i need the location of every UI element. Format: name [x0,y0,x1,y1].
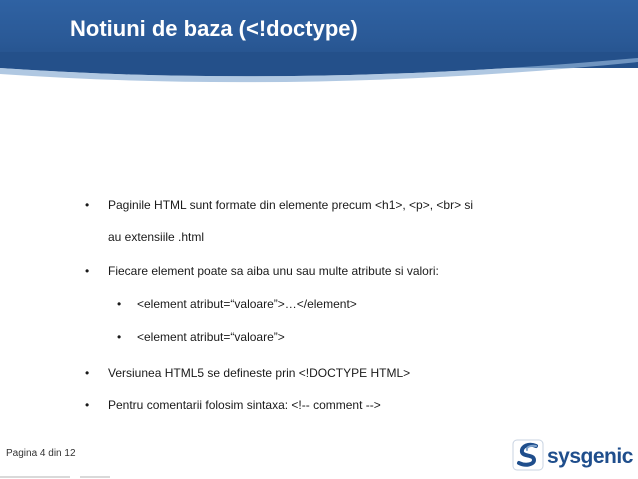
logo-s-icon [512,439,544,471]
sub-bullet-item: <element atribut=“valoare”>…</element> [137,297,357,311]
page-number: Pagina 4 din 12 [6,448,76,459]
sub-bullet-marker: • [117,330,122,344]
logo-text: sysgenic [547,445,633,468]
bullet-item-continuation: au extensiile .html [108,230,205,244]
sub-bullet-marker: • [117,297,122,311]
bullet-item: Fiecare element poate sa aiba unu sau multe atribute si valori: [108,264,439,278]
sysgenic-logo [512,437,638,473]
footer-stripe [0,474,638,479]
bullet-marker: • [85,366,90,380]
bullet-item: Paginile HTML sunt formate din elemente precum <h1>, <p>, <br> si [108,198,474,212]
slide-title: Notiuni de baza (<!doctype) [70,16,358,41]
bullet-marker: • [85,398,90,412]
bullet-marker: • [85,198,90,212]
bullet-item: Versiunea HTML5 se defineste prin <!DOCTYPE HTML> [108,366,411,380]
bullet-marker: • [85,264,90,278]
sub-bullet-item: <element atribut=“valoare”> [137,330,285,344]
bullet-item: Pentru comentarii folosim sintaxa: <!-- comment --> [108,398,381,412]
